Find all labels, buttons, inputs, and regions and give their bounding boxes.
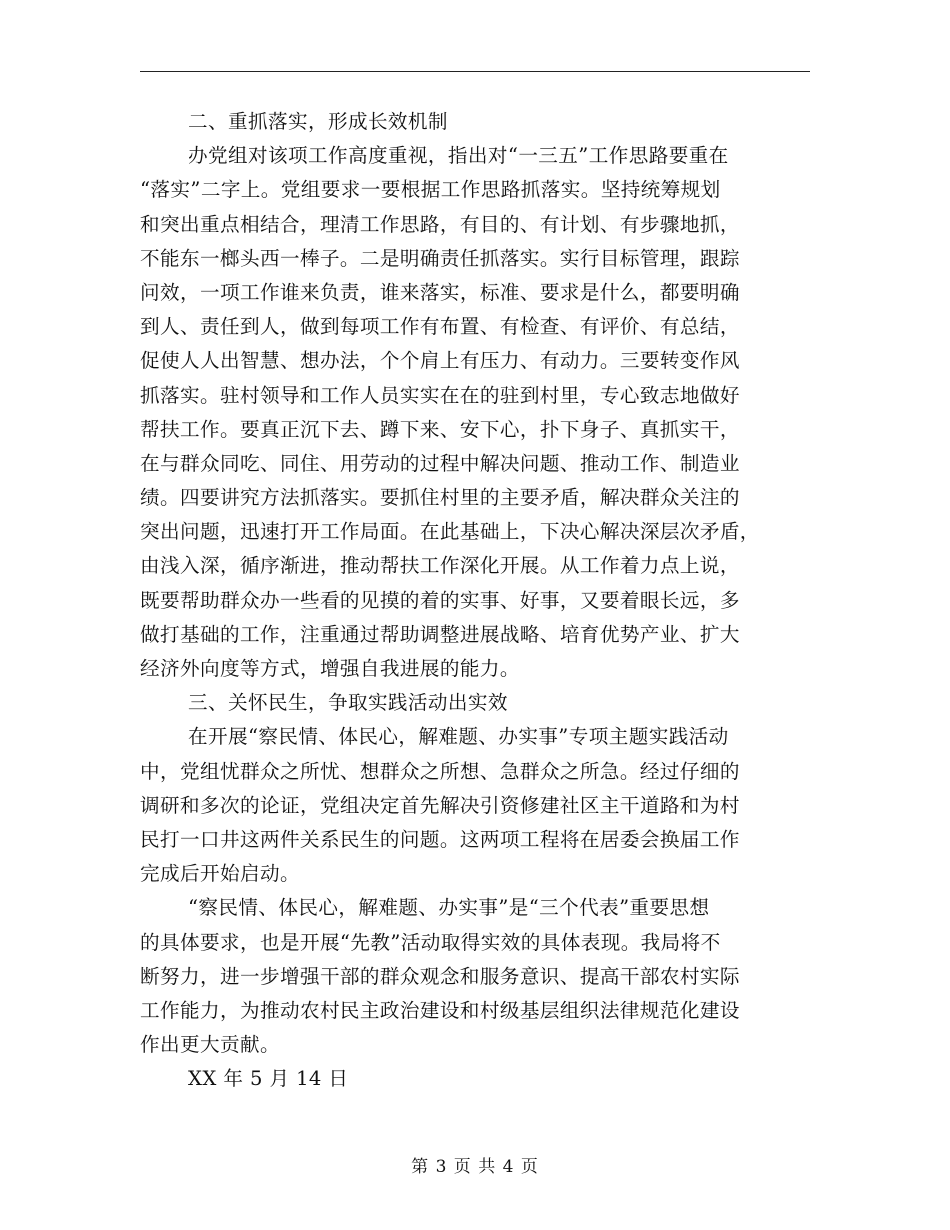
paragraph-line: 不能东一榔头西一棒子。二是明确责任抓落实。实行目标管理，跟踪 xyxy=(140,246,740,270)
paragraph-line: 中，党组忧群众之所忧、想群众之所想、急群众之所急。经过仔细的 xyxy=(140,759,740,783)
paragraph-line: “察民情、体民心，解难题、办实事”是“三个代表”重要思想 xyxy=(188,896,710,920)
paragraph-line: 在与群众同吃、同住、用劳动的过程中解决问题、推动工作、制造业 xyxy=(140,451,740,475)
page-number: 第 3 页 共 4 页 xyxy=(411,1157,539,1177)
paragraph-line: 既要帮助群众办一些看的见摸的着的实事、好事，又要着眼长远，多 xyxy=(140,588,740,612)
paragraph-line: 问效，一项工作谁来负责，谁来落实，标准、要求是什么，都要明确 xyxy=(140,280,740,304)
paragraph-line: 由浅入深，循序渐进，推动帮扶工作深化开展。从工作着力点上说， xyxy=(140,554,740,578)
paragraph-line: 调研和多次的论证，党组决定首先解决引资修建社区主干道路和为村 xyxy=(140,793,740,817)
paragraph-line: 绩。四要讲究方法抓落实。要抓住村里的主要矛盾，解决群众关注的 xyxy=(140,486,740,510)
paragraph-line: 经济外向度等方式，增强自我进展的能力。 xyxy=(140,657,520,680)
paragraph-line: 作出更大贡献。 xyxy=(140,1033,280,1057)
section-heading-two: 二、重抓落实，形成长效机制 xyxy=(188,110,448,133)
document-body xyxy=(140,105,812,1096)
paragraph-line: 工作能力，为推动农村民主政治建设和村级基层组织法律规范化建设 xyxy=(140,998,740,1022)
paragraph-line: 做打基础的工作，注重通过帮助调整进展战略、培育优势产业、扩大 xyxy=(140,622,740,646)
paragraph-line: “落实”二字上。党组要求一要根据工作思路抓落实。坚持统筹规划 xyxy=(140,178,721,202)
page-footer xyxy=(0,1152,950,1177)
document-date: XX 年 5 月 14 日 xyxy=(188,1067,349,1091)
paragraph-line: 到人、责任到人，做到每项工作有布置、有检查、有评价、有总结， xyxy=(140,315,740,339)
paragraph-line: 和突出重点相结合，理清工作思路，有目的、有计划、有步骤地抓， xyxy=(140,212,740,236)
paragraph-line: 民打一口井这两件关系民生的问题。这两项工程将在居委会换届工作 xyxy=(140,827,740,851)
header-rule xyxy=(140,71,810,72)
paragraph-line: 抓落实。驻村领导和工作人员实实在在的驻到村里，专心致志地做好 xyxy=(140,383,740,407)
paragraph-line: 办党组对该项工作高度重视，指出对“一三五”工作思路要重在 xyxy=(188,144,729,168)
paragraph-line: 突出问题，迅速打开工作局面。在此基础上，下决心解决深层次矛盾， xyxy=(140,520,760,544)
paragraph-line: 帮扶工作。要真正沉下去、蹲下来、安下心，扑下身子、真抓实干， xyxy=(140,417,740,441)
paragraph-line: 在开展“察民情、体民心，解难题、办实事”专项主题实践活动 xyxy=(188,725,729,749)
paragraph-line: 完成后开始启动。 xyxy=(140,862,300,886)
paragraph-line: 断努力，进一步增强干部的群众观念和服务意识、提高干部农村实际 xyxy=(140,964,740,988)
paragraph-line: 促使人人出智慧、想办法，个个肩上有压力、有动力。三要转变作风 xyxy=(140,349,740,373)
paragraph-line: 的具体要求，也是开展“先教”活动取得实效的具体表现。我局将不 xyxy=(140,930,721,954)
section-heading-three: 三、关怀民生，争取实践活动出实效 xyxy=(188,691,508,715)
